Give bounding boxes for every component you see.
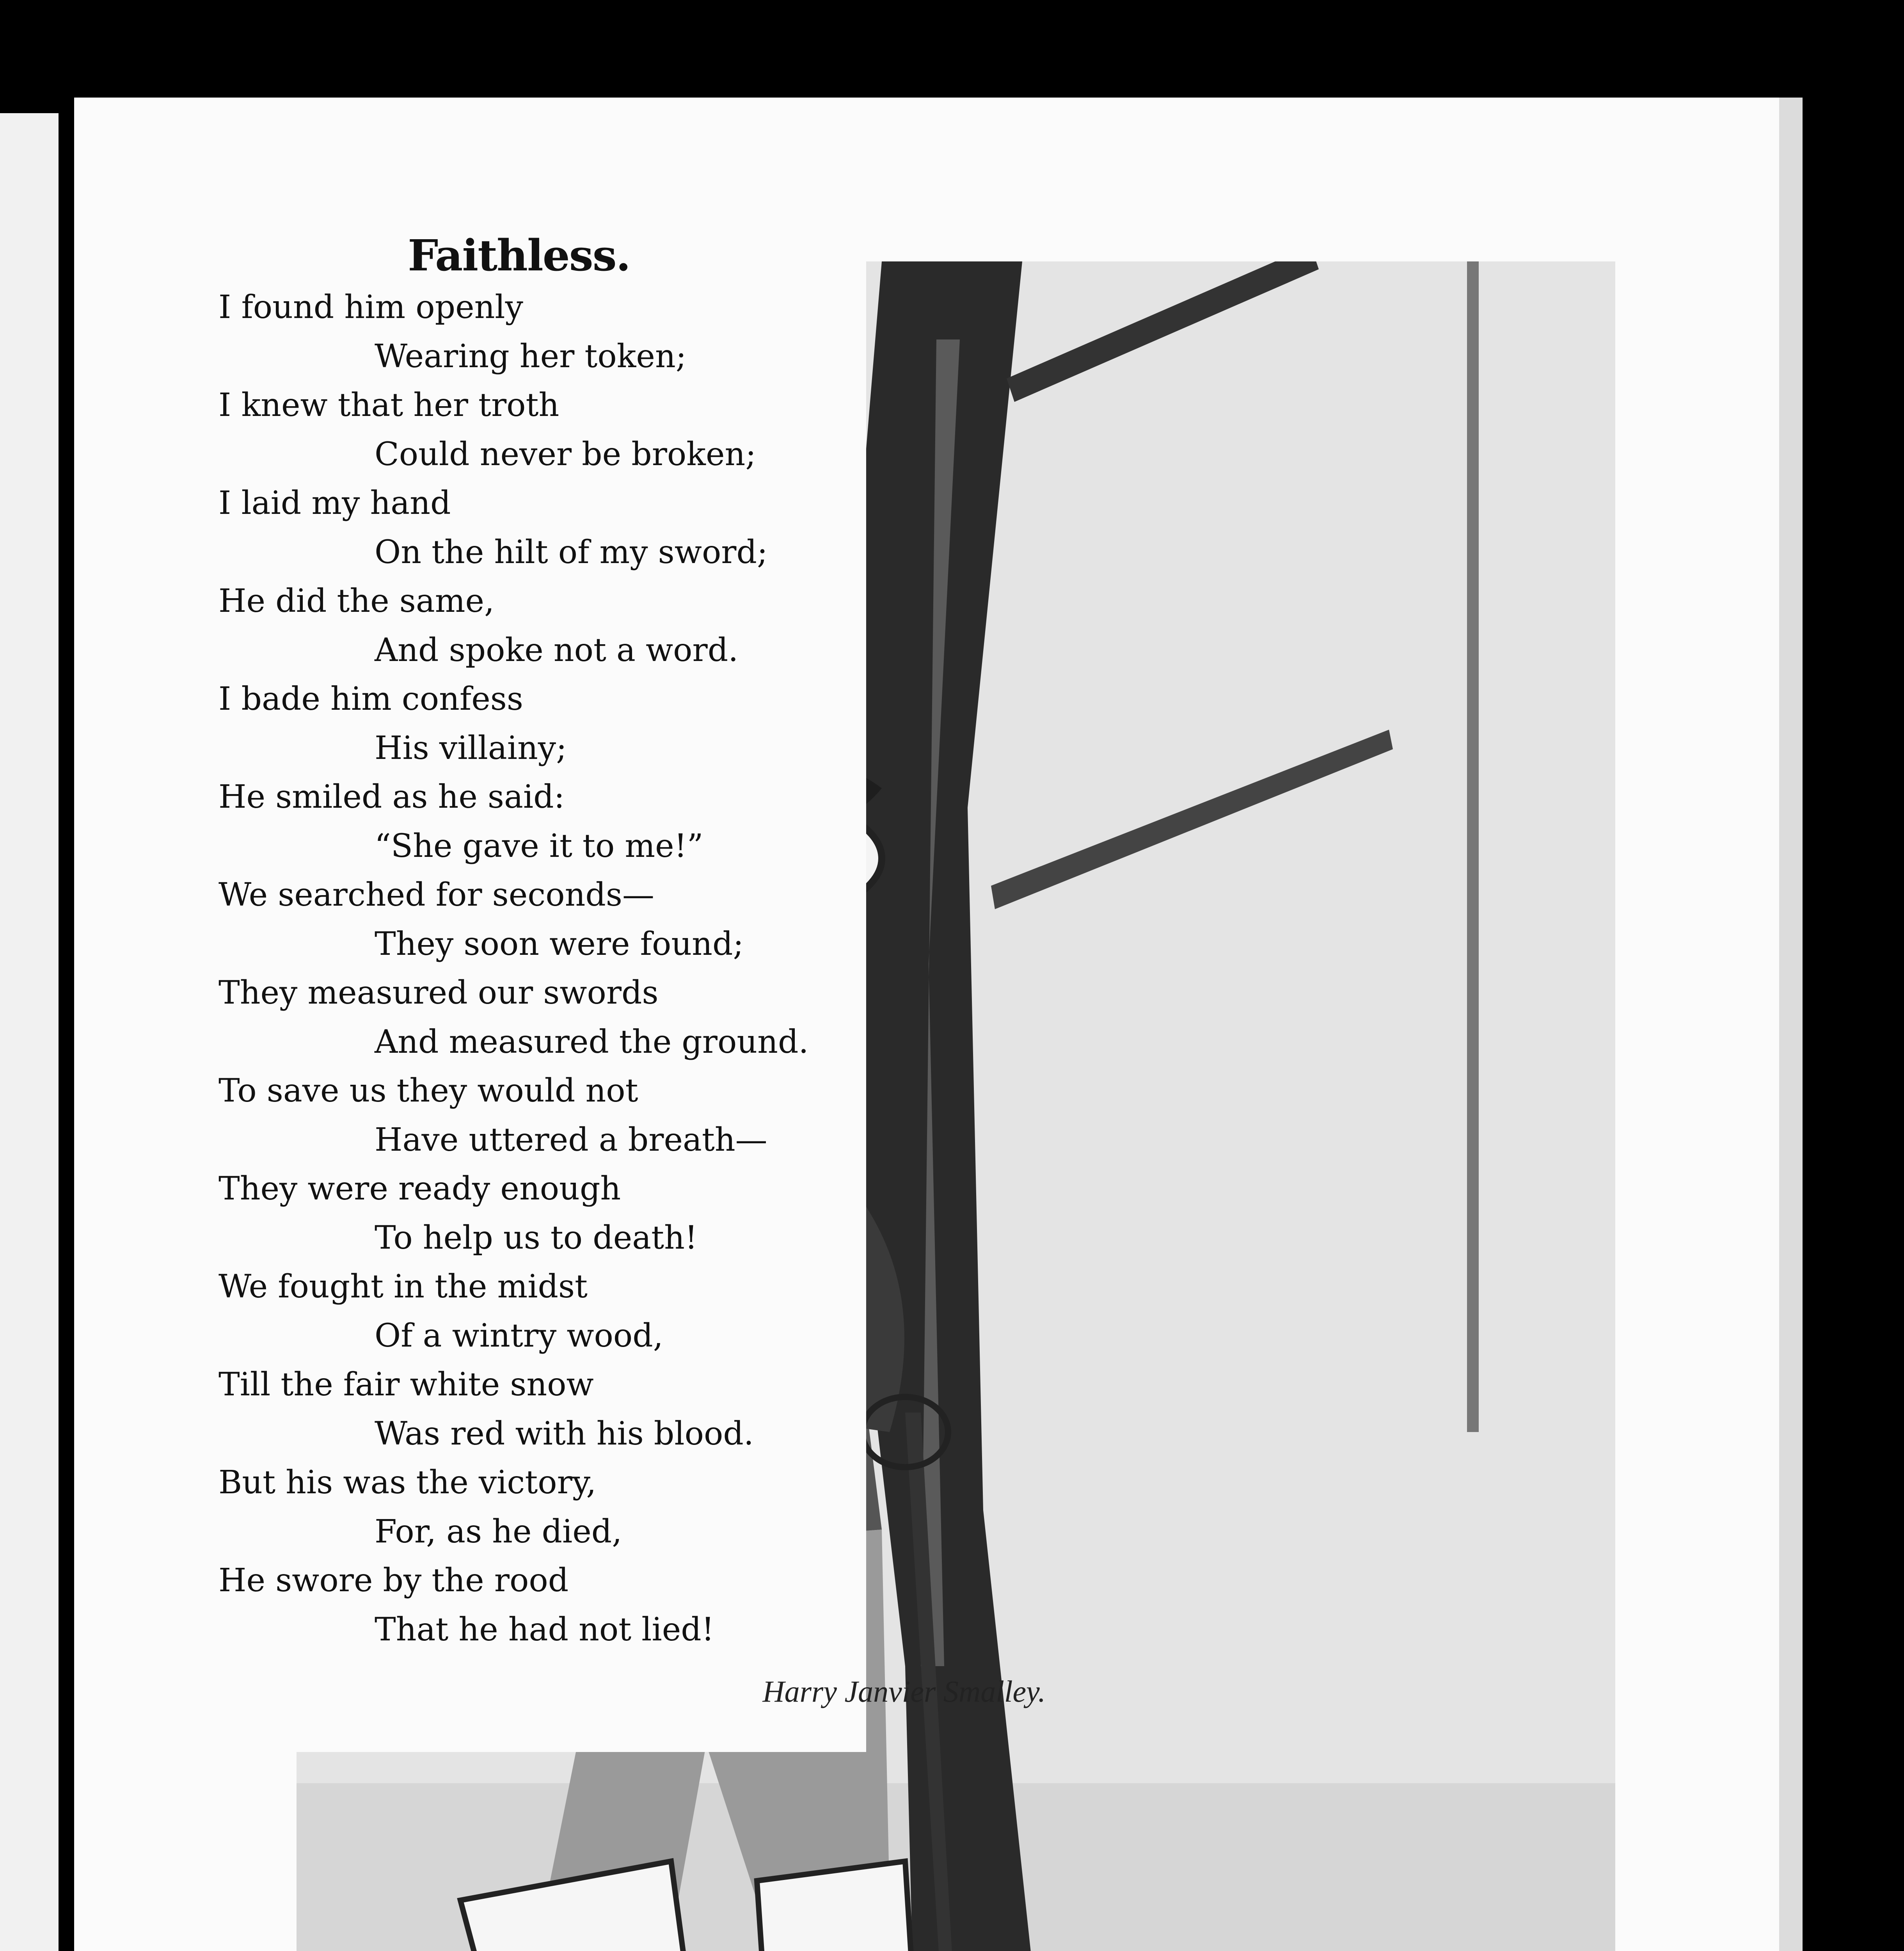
- poem-line: He smiled as he said:: [218, 778, 565, 816]
- page-gutter-shadow: [1779, 98, 1803, 1951]
- poem-line: For, as he died,: [375, 1513, 622, 1550]
- poem-line: He did the same,: [218, 583, 495, 620]
- poem-line: Of a wintry wood,: [375, 1317, 663, 1354]
- poem-line: I found him openly: [218, 289, 523, 326]
- poem-line: Was red with his blood.: [375, 1415, 754, 1452]
- poem-line: His villainy;: [375, 729, 567, 767]
- poem-line: I laid my hand: [218, 485, 451, 522]
- poem-line: They measured our swords: [218, 974, 659, 1011]
- poem-line: We fought in the midst: [218, 1268, 588, 1305]
- poem-line: “She gave it to me!”: [375, 827, 703, 865]
- poem-line: Wearing her token;: [375, 338, 687, 375]
- poem-panel: [218, 230, 1046, 1752]
- poem-line: But his was the victory,: [218, 1464, 597, 1501]
- poem-line: They soon were found;: [375, 925, 744, 963]
- poem-line: And measured the ground.: [375, 1023, 809, 1061]
- poem-line: They were ready enough: [218, 1170, 621, 1207]
- poem-line: That he had not lied!: [375, 1611, 714, 1648]
- poem-line: I bade him confess: [218, 681, 523, 718]
- poem-author: Harry Janvier Smalley.: [762, 1674, 1046, 1708]
- previous-page-edge: [0, 113, 59, 1951]
- poem-line: We searched for seconds—: [218, 876, 654, 913]
- poem-line: Have uttered a breath—: [375, 1121, 767, 1159]
- poem-line: He swore by the rood: [218, 1562, 569, 1599]
- poem-line: I knew that her troth: [218, 387, 559, 424]
- poem-title: Faithless.: [408, 230, 630, 281]
- poem-line: On the hilt of my sword;: [375, 533, 768, 571]
- poem-line: To help us to death!: [375, 1219, 698, 1256]
- poem-line: Could never be broken;: [375, 435, 756, 473]
- poem-line: And spoke not a word.: [375, 631, 739, 669]
- poem-line: Till the fair white snow: [218, 1366, 594, 1403]
- poem-line: To save us they would not: [218, 1072, 638, 1109]
